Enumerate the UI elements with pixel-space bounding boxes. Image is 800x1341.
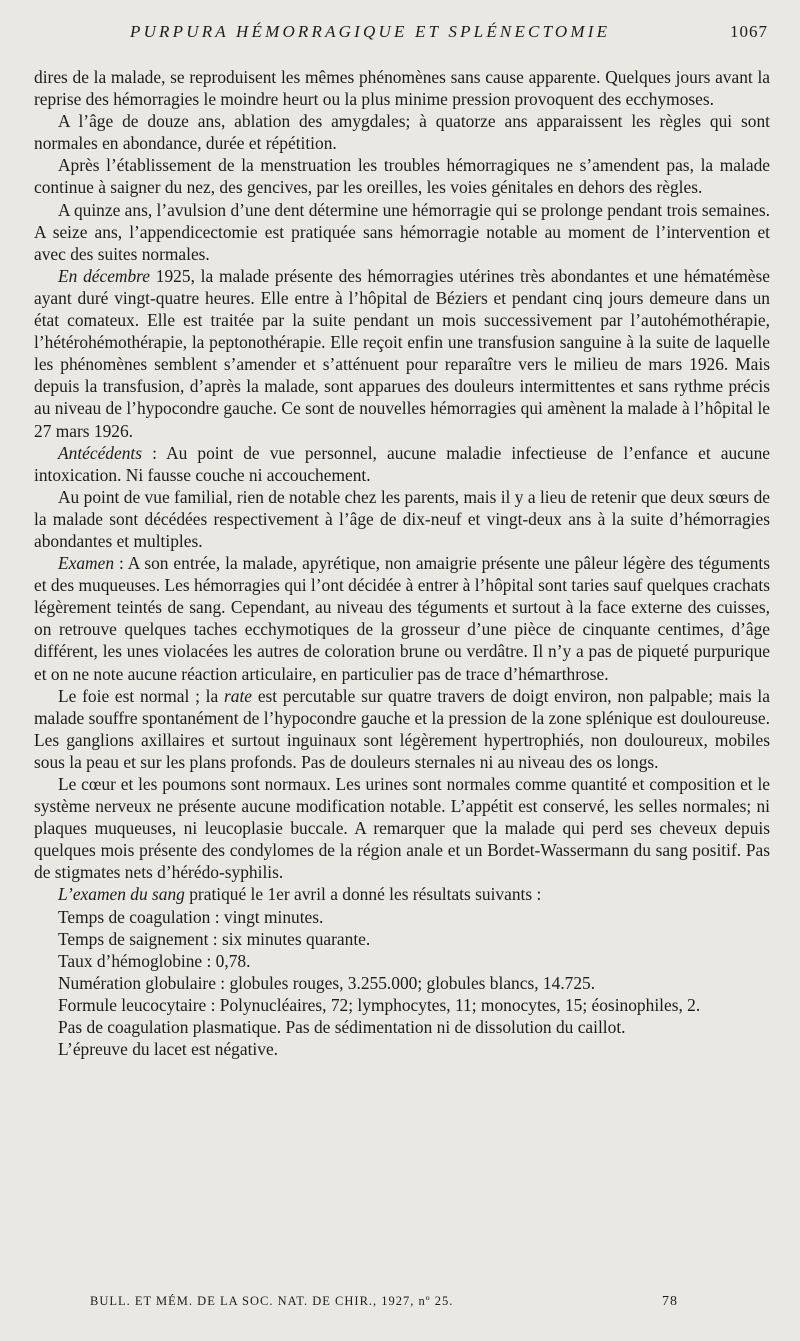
result-line: Formule leucocytaire : Polynucléaires, 72; lymphocytes, 11; monocytes, 15; éosinophiles, 2. [58,994,701,1015]
paragraph: Examen : A son entrée, la malade, apyrétique, non amaigrie présente une pâleur légère des téguments et des muqueuses. Les hémorragies qui l’ont décidée à entrer à l’hôpital sont taries sauf quelques crachats légèrement teintés de sang. Cependant, au niveau des téguments et surtout à la face externe des cuisses, on retrouve quelques taches ecchymotiques de la grosseur d’une pièce de cinquante centimes, d’âge différent, les unes violacées les autres de coloration brune ou verdâtre. Il n’y a pas de piqueté purpurique et on ne note aucune réaction articulaire, en particulier pas de trace d’hémarthrose. [34,553,770,684]
paragraph: L’examen du sang pratiqué le 1er avril a donné les résultats suivants : [58,884,542,905]
italic-lead: L’examen du sang [58,884,185,905]
paragraph: Le cœur et les poumons sont normaux. Les urines sont normales comme quantité et composition et le système nerveux ne présente aucune modification notable. L’appétit est conservé, les selles normales; ni plaques muqueuses, ni leucoplasie buccale. A remarquer que la malade qui perd ses cheveux depuis quelques mois présente des condylomes de la région anale et un Bordet-Wassermann du sang positif. Pas de stigmates nets d’hérédo-syphilis. [34,774,770,883]
paragraph: Antécédents : Au point de vue personnel, aucune maladie infectieuse de l’enfance et aucune intoxication. Ni fausse couche ni accouchement. [34,442,770,485]
paragraph: Au point de vue familial, rien de notable chez les parents, mais il y a lieu de retenir que deux sœurs de la malade sont décédées respectivement à l’âge de dix-neuf et vingt-deux ans à la suite d’hémorragies abondantes et multiples. [34,486,770,551]
italic-lead: Examen [58,553,115,574]
running-title: PURPURA HÉMORRAGIQUE ET SPLÉNECTOMIE [130,22,611,41]
page-number: 1067 [730,22,768,41]
result-line: Temps de coagulation : vingt minutes. [58,906,324,927]
paragraph: Pas de coagulation plasmatique. Pas de sédimentation ni de dissolution du caillot. [58,1017,626,1038]
journal-citation: BULL. ET MÉM. DE LA SOC. NAT. DE CHIR., 1927, nº 25. [90,1294,454,1308]
italic-lead: Antécédents [58,442,143,463]
result-line: Taux d’hémoglobine : 0,78. [58,950,251,971]
paragraph: En décembre 1925, la malade présente des hémorragies utérines très abondantes et une hématémèse ayant duré vingt-quatre heures. Elle entre à l’hôpital de Béziers et pendant cinq jours demeure dans un état comateux. Elle est traitée par la suite pendant un mois successivement par l’autohémothérapie, l’hétérohémothérapie, la peptonothérapie. Elle reçoit enfin une transfusion sanguine à la suite de laquelle les phénomènes semblent s’amender et s’atténuent pour reparaître vers le milieu de mars 1926. Mais depuis la transfusion, d’après la malade, sont apparues des douleurs intermittentes et sans rythme précis au niveau de l’hypocondre gauche. Ce sont de nouvelles hémorragies qui amènent la malade à l’hôpital le 27 mars 1926. [34,265,770,441]
sheet-number: 78 [662,1294,678,1309]
article-body [34,66,770,1060]
paragraph: dires de la malade, se reproduisent les mêmes phénomènes sans cause apparente. Quelques jours avant la reprise des hémorragies le moindre heurt ou la plus minime pression provoquent des ecchymoses. [34,67,770,110]
result-line: Numération globulaire : globules rouges, 3.255.000; globules blancs, 14.725. [58,972,596,993]
running-header [34,22,770,46]
italic-lead: En décembre [58,265,151,286]
paragraph: Après l’établissement de la menstruation les troubles hémorragiques ne s’amendent pas, la malade continue à saigner du nez, des gencives, par les oreilles, les voies génitales en dehors des règles. [34,155,770,198]
result-line: Temps de saignement : six minutes quarante. [58,928,371,949]
paragraph: A quinze ans, l’avulsion d’une dent détermine une hémorragie qui se prolonge pendant trois semaines. A seize ans, l’appendicectomie est pratiquée sans hémorragie notable au moment de l’intervention et avec des suites normales. [34,199,770,264]
paragraph: Le foie est normal ; la rate est percutable sur quatre travers de doigt environ, non palpable; mais la malade souffre spontanément de l’hypocondre gauche et la pression de la zone splénique est douloureuse. Les ganglions axillaires et surtout inguinaux sont légèrement hypertrophiés, non douloureux, mobiles sous la peau et sur les plans profonds. Pas de douleurs sternales ni au niveau des os longs. [34,685,770,772]
paragraph: L’épreuve du lacet est négative. [58,1039,279,1060]
italic-term: rate [224,685,253,706]
paragraph: A l’âge de douze ans, ablation des amygdales; à quatorze ans apparaissent les règles qui sont normales en abondance, durée et répétition. [34,111,770,154]
